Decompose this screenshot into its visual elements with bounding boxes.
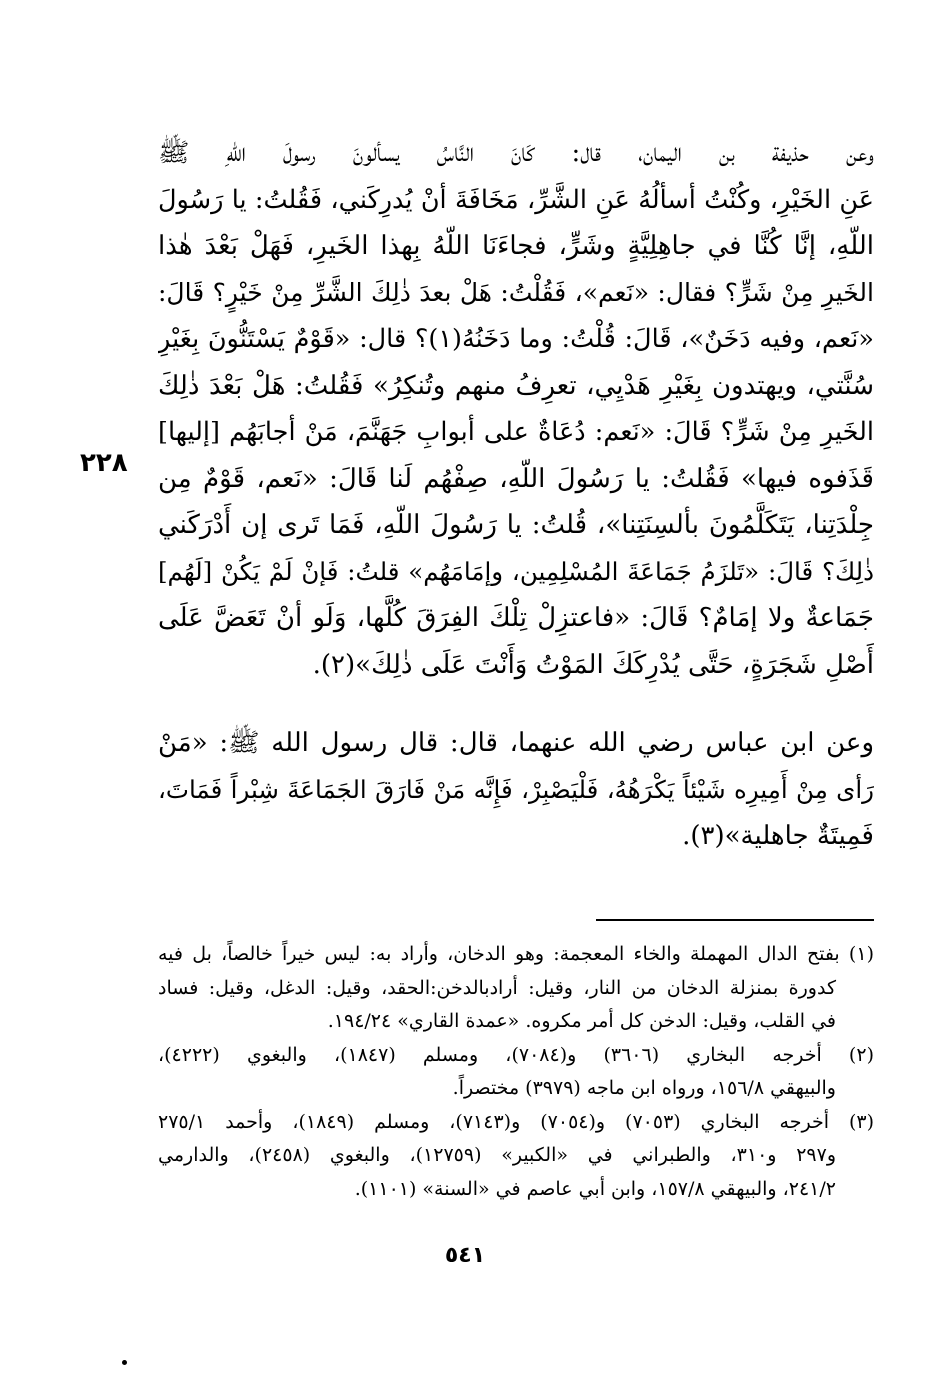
footnote-line: (١) بفتح الدال المهملة والخاء المعجمة: وهو الدخان، وأراد به: ليس خيراً خالصاً، بل فيه [158, 943, 874, 965]
paragraph-gap [158, 688, 874, 720]
footnote-line: (٢) أخرجه البخاري (٣٦٠٦) و(٧٠٨٤)، ومسلم (١٨٤٧)، والبغوي (٤٢٢٢)، [158, 1043, 874, 1066]
text-line: الخَيرِ مِنْ شَرٍّ؟ قَالَ: «نَعم: دُعَاةٌ على أبوابِ جَهَنَّمَ، مَنْ أجابَهُم [إليها] [158, 417, 874, 447]
text-line: عَنِ الخَيْرِ، وكُنْتُ أسألُهُ عَنِ الشَّرِّ، مَخَافَةَ أنْ يُدرِكَني، فَقُلتُ: يا رَسُولَ [158, 184, 874, 215]
footnote-line: و٢٩٧ و٣١٠، والطبراني في «الكبير» (١٢٧٥٩)، والبغوي (٢٤٥٨)، والدارمي [158, 1144, 836, 1166]
footnote-2 [158, 1039, 874, 1106]
text-line: «نَعم، وفيه دَخَنٌ»، قَالَ: قُلْتُ: وما دَخَنُهُ(١)؟ قال: «قَوْمٌ يَسْتَنُّونَ بِغَيْرِ [158, 324, 874, 354]
text-line: الخَيرِ مِنْ شَرٍّ؟ فقال: «نَعم»، فَقُلْتُ: هَلْ بعدَ ذٰلِكَ الشَّرِّ مِنْ خَيْرٍ؟ قَالَ: [158, 277, 874, 307]
footnotes [158, 938, 874, 1206]
footnote-line: في القلب، وقيل: الدخن كل أمر مكروه. «عمدة القاري» ١٩٤/٢٤. [327, 1010, 836, 1032]
scan-speck [122, 1360, 127, 1365]
hadith-ibn-abbas-paragraph [158, 720, 874, 860]
page-number: ٥٤١ [444, 1243, 486, 1268]
margin-hadith-number: ٢٢٨ [80, 448, 128, 478]
footnote-line: (٣) أخرجه البخاري (٧٠٥٣) و(٧٠٥٤) و(٧١٤٣)، ومسلم (١٨٤٩)، وأحمد ٢٧٥/١ [158, 1110, 874, 1133]
text-line: وعن حذيفة بن اليمان، قال: كَانَ النَّاسُ يسألونَ رسولَ اللّهِ ﷺ [158, 138, 874, 168]
footnote-line: كدورة بمنزلة الدخان من النار، وقيل: أرادبالدخن:الحقد، وقيل: الدغل، وقيل: فساد [158, 976, 836, 999]
text-line: سُنَّتي، ويهتدون بِغَيْرِ هَدْيِي، تعرِفُ منهم وتُنكِرُ» فَقُلتُ: هَلْ بَعْدَ ذٰلِكَ [158, 370, 874, 401]
footnote-line: ٢٤١/٢، والبيهقي ١٥٧/٨، وابن أبي عاصم في «السنة» (١١٠١). [354, 1177, 836, 1200]
footnote-separator [596, 919, 874, 921]
text-line: قَذَفوه فيها» فَقُلتُ: يا رَسُولَ اللّهِ، صِفْهُم لَنا قَالَ: «نَعم، قَوْمٌ مِن [158, 463, 874, 494]
hadith-hudhayfah-paragraph [158, 130, 874, 688]
text-line: ذٰلِكَ؟ قَالَ: «تَلزَمُ جَمَاعَةَ المُسْلِمِين، وإمَامَهُم» قلتُ: فَإنْ لَمْ يَكُنْ [لَهُم] [158, 556, 874, 586]
footnote-1 [158, 938, 874, 1039]
text-line: اللّهِ، إنَّا كُنَّا في جاهِلِيَّةٍ وشَرٍّ، فجاءَنَا اللّهُ بِهذا الخَيرِ، فَهَلْ بَعْدَ هٰذا [158, 231, 874, 261]
footnote-line: والبيهقي ١٥٦/٨، ورواه ابن ماجه (٣٩٧٩) مختصراً. [452, 1077, 836, 1099]
footnote-3 [158, 1106, 874, 1207]
main-text [158, 130, 874, 860]
text-line: فَمِيتَةٌ جاهلية»(٣). [682, 821, 874, 851]
text-line: وعن ابن عباس رضي الله عنهما، قال: قال رسول الله ﷺ: «مَنْ [158, 728, 874, 758]
text-line: جِلْدَتِنا، يَتَكَلَّمُونَ بألسِنَتِنا»، قُلتُ: يا رَسُولَ اللّهِ، فَمَا تَرى إن أَدْرَكَني [158, 510, 874, 540]
text-line: أَصْلِ شَجَرَةٍ، حَتَّى يُدْرِكَكَ المَوْتُ وَأَنْتَ عَلَى ذٰلِكَ»(٢). [312, 649, 874, 680]
text-line: رَأى مِنْ أَمِيرِه شَيْئاً يَكْرَهُهُ، فَلْيَصْبِرْ، فَإِنَّه مَنْ فَارَقَ الجَمَاعَةَ شِبْراً فَمَاتَ، [158, 774, 874, 804]
text-line: جَمَاعةٌ ولا إمَامٌ؟ قَالَ: «فاعتزِلْ تِلْكَ الفِرَقَ كُلَّها، وَلَو أنْ تَعَضَّ عَلَى [158, 603, 874, 633]
